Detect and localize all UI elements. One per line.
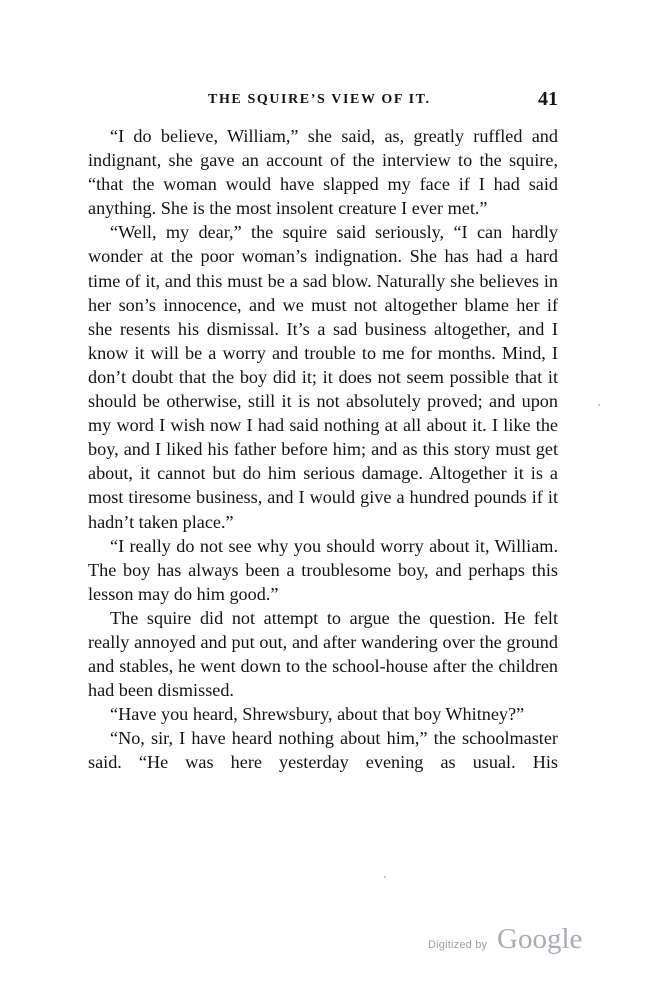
paragraph: “I do believe, William,” she said, as, greatly ruffled and indignant, she gave an account of the interview to the squire, “that the woman would have slapped my face if I had said anything. She is the most insolent creature I ever met.”	[88, 126, 558, 219]
paragraph: “Have you heard, Shrewsbury, about that boy Whitney?”	[110, 704, 525, 725]
scan-speck	[598, 404, 600, 406]
google-logo: Google	[497, 923, 583, 955]
paragraph: “I really do not see why you should worry about it, William. The boy has always been a troublesome boy, and perhaps this lesson may do him good.”	[88, 535, 558, 604]
page-number: 41	[538, 88, 558, 110]
scan-speck	[384, 876, 386, 878]
running-head	[88, 88, 558, 116]
watermark-prefix: Digitized by	[428, 939, 488, 951]
paragraph: The squire did not attempt to argue the question. He felt really annoyed and put out, and after wandering over the ground and stables, he went down to the school-house after the children had been dismissed.	[88, 607, 558, 701]
body-text	[88, 124, 558, 775]
running-title: THE SQUIRE’S VIEW OF IT.	[208, 92, 431, 107]
paragraph: “Well, my dear,” the squire said seriously, “I can hardly wonder at the poor woman’s indignation. She has had a hard time of it, and this must be a sad blow. Naturally she believes in her son’s innocence, and we must not altogether blame her if she resents his dismissal. It’s a sad business altogether, and I know it will be a worry and trouble to me for months. Mind, I don’t doubt that the boy did it; it does not seem possible that it should be otherwise, still it is not absolutely proved; and upon my word I wish now I had said nothing at all about it. I like the boy, and I liked his father before him; and as this story must get about, it cannot but do him serious damage. Altogether it is a most tiresome business, and I would give a hundred pounds if it hadn’t taken place.”	[88, 222, 558, 532]
digitized-watermark	[428, 922, 588, 962]
paragraph-continued: “No, sir, I have heard nothing about him,” the schoolmaster said. “He was here yesterday evening as usual. His	[88, 728, 558, 773]
